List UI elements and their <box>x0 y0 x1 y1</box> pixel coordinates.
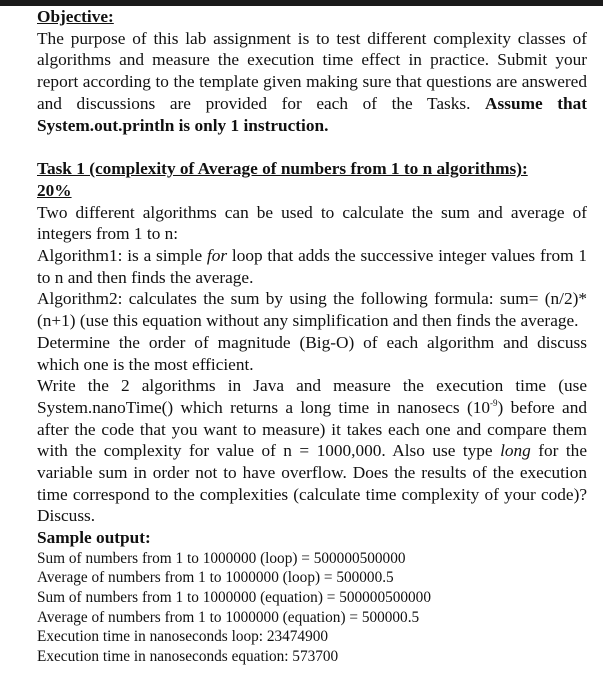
algorithm1-text-b: loop that adds the successive integer values from 1 to n and then finds the average. <box>37 246 587 287</box>
determine-instruction: Determine the order of magnitude (Big-O) of each algorithm and discuss which one is the most efficient. <box>37 332 587 374</box>
sample-output-line: Average of numbers from 1 to 1000000 (loop) = 500000.5 <box>37 569 394 587</box>
document-page <box>37 6 587 666</box>
algorithm1-text-a: Algorithm1: is a simple <box>37 246 203 266</box>
write-text-c: for the variable sum in order not to have overflow. Does the results of the execution time correspond to the complexities (calculate time complexity of your code)? Discuss. <box>37 441 587 526</box>
algorithm2-description: Algorithm2: calculates the sum by using the following formula: sum= (n/2)*(n+1) (use this equation without any simplification and then finds the average. <box>37 289 587 331</box>
write-text-b: ) before and after the code that you want to measure) it takes each one and compare them with the complexity for value of n = 1000,000. Also use type <box>37 397 587 461</box>
sample-output-title: Sample output: <box>37 528 151 548</box>
objective-heading: Objective: <box>37 7 114 26</box>
write-instruction <box>37 375 587 527</box>
write-text-a: Write the 2 algorithms in Java and measure the execution time (use System.nanoTime() which returns a long time in nanosecs (10 <box>37 376 587 417</box>
task1-weight: 20% <box>37 180 72 200</box>
write-exponent: -9 <box>490 398 498 409</box>
task1-heading <box>37 158 587 201</box>
sample-output-line: Sum of numbers from 1 to 1000000 (equation) = 500000500000 <box>37 589 431 607</box>
section-gap <box>37 136 587 158</box>
task1-title: Task 1 (complexity of Average of numbers from 1 to n algorithms): <box>37 159 528 179</box>
objective-body: The purpose of this lab assignment is to test different complexity classes of algorithms and measure the execution time effect in practice. Submit your report according to the template given making sure that questions are answered and discussions are provided for each of the Tasks. <box>37 28 587 113</box>
algorithm1-for-keyword: for <box>206 246 228 266</box>
objective-bold-note: Assume that System.out.println is only 1 instruction. <box>37 93 587 135</box>
sample-output-line: Execution time in nanoseconds loop: 23474900 <box>37 628 329 646</box>
algorithm1-description <box>37 245 587 288</box>
sample-output-line: Sum of numbers from 1 to 1000000 (loop) = 500000500000 <box>37 549 406 567</box>
sample-output-line: Average of numbers from 1 to 1000000 (equation) = 500000.5 <box>37 608 420 626</box>
task1-intro: Two different algorithms can be used to calculate the sum and average of integers from 1 to n: <box>37 202 587 244</box>
write-long-keyword: long <box>500 441 531 461</box>
objective-paragraph <box>37 28 587 137</box>
sample-output-line: Execution time in nanoseconds equation: 573700 <box>37 647 339 665</box>
